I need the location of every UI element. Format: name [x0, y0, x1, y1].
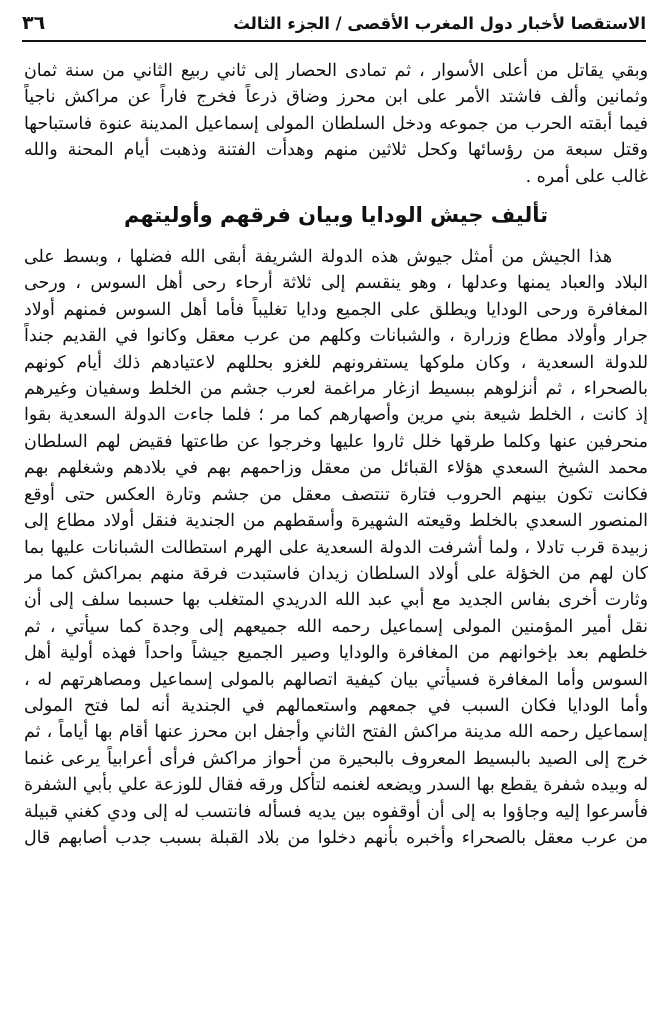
page-number: ٣٦ [22, 12, 46, 34]
text-line: هذا الجيش من أمثل جيوش هذه الدولة الشريفة أبقى الله فضلها ، وبسط على [24, 247, 612, 268]
text-line: للدولة السعدية ، وكان ملوكها يستفرونهم للغزو بحللهم لاعتيادهم ذلك أيام كونهم [24, 352, 648, 373]
text-line: محمد الشيخ السعدي هؤلاء القبائل من معقل وزاحمهم بهم في بلادهم وشغلهم بهم [24, 458, 648, 479]
text-line: زبيدة قرب تادلا ، ولما أشرفت الدولة السعدية على الهرم استطالت الشبانات عليها بما [24, 537, 648, 558]
paragraph-continued [24, 58, 648, 190]
text-line: وأما الودايا فكان السبب في جمعهم واستعمالهم في الجندية أنه لما فتح المولى [24, 695, 648, 716]
text-line: فيما أبقته الحرب من جموعه ودخل السلطان المولى إسماعيل المدينة عنوة فاستباحها [24, 113, 648, 134]
text-line: خرج إلى الصيد بالبسيط المعروف بالبحيرة من أحواز مراكش فرأى أعرابياً يرعى غنما [24, 748, 648, 769]
paragraph-wadaya-army [24, 244, 648, 851]
text-line: خلطهم بعد بإخوانهم من المغافرة والودايا وصير الجميع جيشاً واحداً فهذه أولية أهل [24, 643, 648, 664]
text-line: البلاد والعباد يمنها وعدلها ، وهو ينقسم إلى ثلاثة أرحاء رحى أهل السوس ، ورحى [24, 273, 648, 294]
text-line: السوس وأما المغافرة فسيأتي بيان كيفية اتصالهم بالمولى إسماعيل ومصاهرتهم له ، [24, 669, 648, 690]
section-heading: تأليف جيش الودايا وبيان فرقهم وأوليتهم [123, 203, 549, 228]
text-line: فكانت تكون بينهم الحروب فتارة تنتصف معقل من جشم وتارة العكس حتى أوقع [24, 484, 648, 505]
text-line: وبقي يقاتل من أعلى الأسوار ، ثم تمادى الحصار إلى ثاني ربيع الثاني من سنة ثمان [24, 61, 648, 81]
text-line: وقتل سبعة من رؤسائها وكحل ثلاثين منهم وهدأت الفتنة وذهبت أيام المحنة والله [24, 140, 648, 161]
text-line: إذ كانت ، الخلط شيعة بني مرين وأصهارهم كما مر ؛ فلما جاءت الدولة السعدية بقوا [24, 405, 648, 426]
text-line: وثمانين وألف فاشتد الأمر على ابن محرز وضاق ذرعاً فخرج فاراً عن مراكش ناجياً [24, 87, 648, 108]
text-line: كان لهم من الخؤلة على أولاد السلطان زيدان فاستبدت فرقة منهم بمراكش كما مر [24, 563, 648, 584]
text-line: وثارت أخرى بفاس الجديد مع أبي عبد الله الدريدي المتغلب بها حسبما سلف إلى أن [24, 590, 648, 611]
text-line: من عرب معقل بالصحراء وأخبره بأنهم دخلوا من بلاد القبلة بسبب جدب أصابهم قال [24, 827, 648, 848]
text-line: غالب على أمره . [525, 166, 648, 187]
running-header [22, 6, 646, 42]
text-line: منحرفين عنها وكلما طرقها خلل ثاروا عليها وخرجوا عن طاعتها فقيض لهم السلطان [24, 431, 648, 452]
running-title: الاستقصا لأخبار دول المغرب الأقصى / الجزء الثالث [233, 13, 646, 33]
text-line: فأسرعوا إليه وجاؤوا به إلى أن أوقفوه بين يديه فسأله فانتسب له إلى ودي كغني قبيلة [24, 801, 648, 822]
text-line: بالصحراء ، ثم أنزلوهم ببسيط ازغار مراغمة لعرب جشم من الخلط وسفيان وغيرهم [24, 379, 648, 400]
text-line: المنصور السعدي بالخلط وقيعته الشهيرة وأسقطهم من الجندية فنقل أولاد مطاع إلى [24, 511, 648, 532]
text-line: جرار وأولاد مطاع وزرارة ، والشبانات وكلهم من عرب معقل وكانوا في القديم جنداً [24, 326, 648, 347]
text-line: المغافرة ورحى الودايا ويطلق على الجميع ودايا تغليباً فأما أهل السوس فمنهم أولاد [24, 299, 648, 320]
text-line: نقل أمير المؤمنين المولى إسماعيل رحمه الله جميعهم إلى وجدة كما سيأتي ، ثم [24, 616, 648, 637]
text-line: إسماعيل رحمه الله مدينة مراكش الفتح الثاني وأجفل ابن محرز عنها أقام بها أياماً ، ثم [24, 722, 648, 743]
page-body [24, 58, 648, 851]
text-line: له وبيده شفرة يقطع بها السدر ويضعه لغنمه لتأكل ورقه فقال للوزعة علي بأبي الشفرة [24, 775, 648, 796]
